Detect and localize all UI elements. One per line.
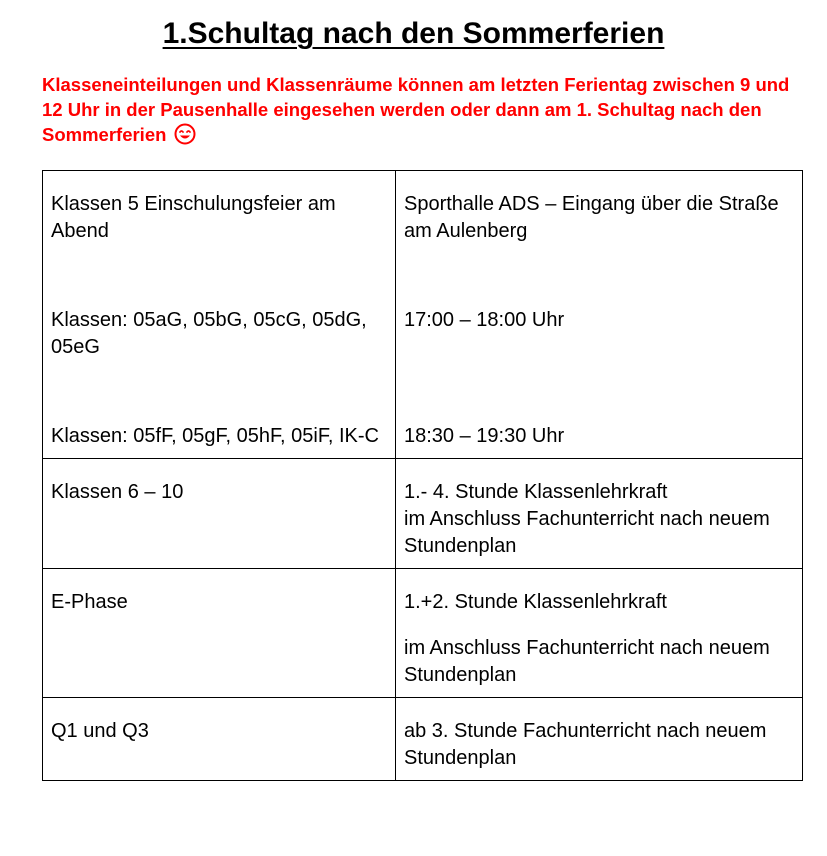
grade-6-10-line-2: im Anschluss Fachunterricht nach neuem Stundenplan <box>404 508 770 557</box>
table-cell-grade <box>43 459 396 569</box>
table-cell-grade <box>43 698 396 781</box>
grade-5-group-2: Klassen: 05fF, 05gF, 05hF, 05iF, IK-C <box>51 425 379 447</box>
table-row <box>43 698 803 781</box>
grade-5-time-2: 18:30 – 19:30 Uhr <box>404 425 565 447</box>
spacer <box>51 245 387 307</box>
table-row <box>43 569 803 698</box>
page-title: 1.Schultag nach den Sommerferien <box>162 17 665 50</box>
table-cell-details <box>396 569 803 698</box>
e-phase-label: E-Phase <box>51 591 128 613</box>
grade-5-group-1: Klassen: 05aG, 05bG, 05cG, 05dG, 05eG <box>51 309 367 358</box>
grade-5-location: Sporthalle ADS – Eingang über die Straße am Aulenberg <box>404 193 779 242</box>
table-cell-details <box>396 171 803 459</box>
smiley-emoji-icon <box>174 123 196 151</box>
schedule-table <box>42 170 803 781</box>
q1-q3-line: ab 3. Stunde Fachunterricht nach neuem Stundenplan <box>404 720 767 769</box>
grade-6-10-label: Klassen 6 – 10 <box>51 481 184 503</box>
e-phase-line-1: 1.+2. Stunde Klassenlehrkraft <box>404 591 667 613</box>
spacer <box>404 245 794 307</box>
grade-6-10-line-1: 1.- 4. Stunde Klassenlehrkraft <box>404 481 668 503</box>
table-cell-grade <box>43 569 396 698</box>
spacer <box>404 616 794 635</box>
q1-q3-label: Q1 und Q3 <box>51 720 149 742</box>
table-cell-details <box>396 698 803 781</box>
table-cell-grade <box>43 171 396 459</box>
e-phase-line-2: im Anschluss Fachunterricht nach neuem Stundenplan <box>404 637 770 686</box>
table-cell-details <box>396 459 803 569</box>
table-row <box>43 459 803 569</box>
spacer <box>51 361 387 423</box>
grade-5-time-1: 17:00 – 18:00 Uhr <box>404 309 565 331</box>
spacer <box>404 334 794 423</box>
grade-5-heading: Klassen 5 Einschulungsfeier am Abend <box>51 193 336 242</box>
table-row <box>43 171 803 459</box>
notice-text-content: Klasseneinteilungen und Klassenräume können am letzten Ferientag zwischen 9 und 12 Uhr in der Pausenhalle eingesehen werden oder dann am 1. Schultag nach den Sommerferien <box>42 74 790 145</box>
notice-text <box>42 72 812 151</box>
